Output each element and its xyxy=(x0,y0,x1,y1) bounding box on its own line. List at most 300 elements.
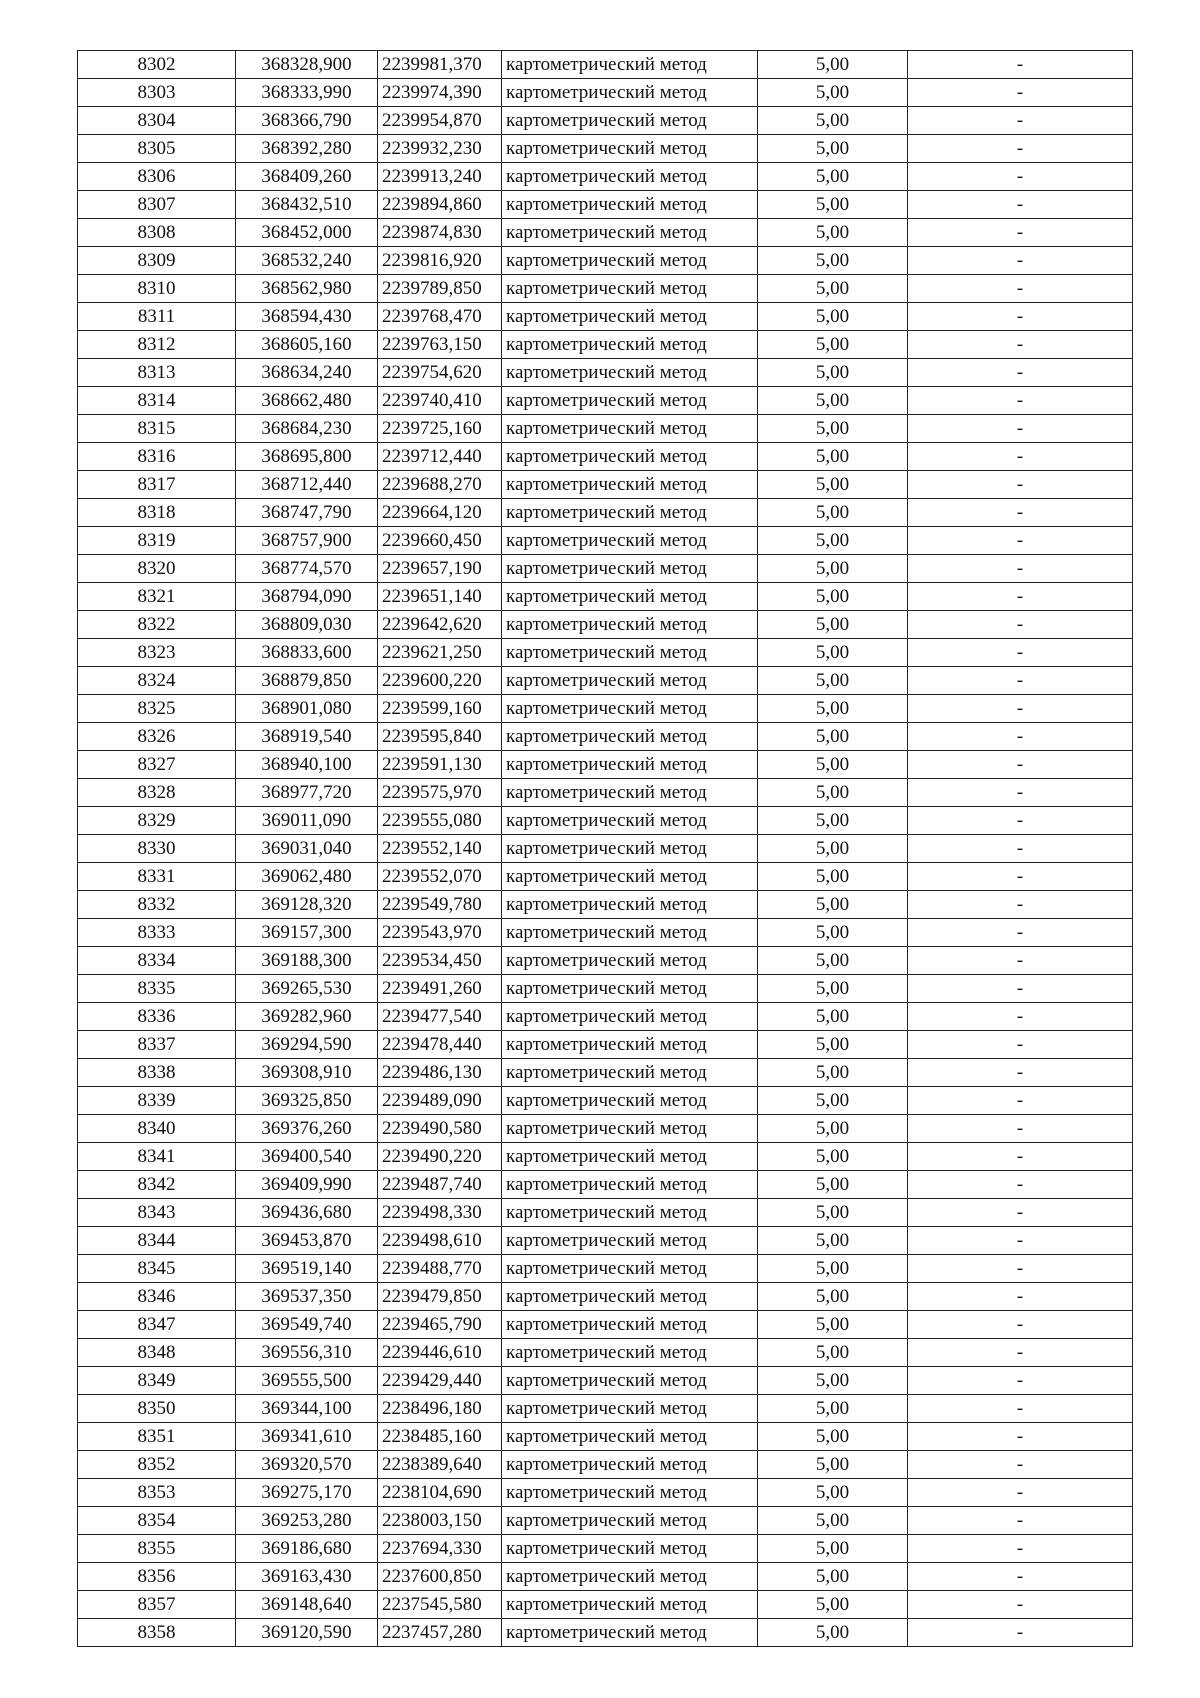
note-cell: - xyxy=(908,191,1133,219)
table-row xyxy=(78,1115,1133,1143)
method-cell: картометрический метод xyxy=(502,387,758,415)
table-row xyxy=(78,919,1133,947)
point-number-cell: 8307 xyxy=(78,191,236,219)
note-cell: - xyxy=(908,471,1133,499)
method-cell: картометрический метод xyxy=(502,1395,758,1423)
method-cell: картометрический метод xyxy=(502,1115,758,1143)
y-coordinate-cell: 2239768,470 xyxy=(378,303,502,331)
y-coordinate-cell: 2239490,220 xyxy=(378,1143,502,1171)
y-coordinate-cell: 2239932,230 xyxy=(378,135,502,163)
x-coordinate-cell: 369320,570 xyxy=(236,1451,378,1479)
method-cell: картометрический метод xyxy=(502,667,758,695)
x-coordinate-cell: 368879,850 xyxy=(236,667,378,695)
x-coordinate-cell: 368833,600 xyxy=(236,639,378,667)
table-row xyxy=(78,583,1133,611)
y-coordinate-cell: 2239657,190 xyxy=(378,555,502,583)
note-cell: - xyxy=(908,807,1133,835)
x-coordinate-cell: 368919,540 xyxy=(236,723,378,751)
note-cell: - xyxy=(908,275,1133,303)
x-coordinate-cell: 368662,480 xyxy=(236,387,378,415)
x-coordinate-cell: 368901,080 xyxy=(236,695,378,723)
method-cell: картометрический метод xyxy=(502,1143,758,1171)
point-number-cell: 8328 xyxy=(78,779,236,807)
method-cell: картометрический метод xyxy=(502,1255,758,1283)
y-coordinate-cell: 2239600,220 xyxy=(378,667,502,695)
table-row xyxy=(78,1423,1133,1451)
table-row xyxy=(78,471,1133,499)
x-coordinate-cell: 368977,720 xyxy=(236,779,378,807)
point-number-cell: 8348 xyxy=(78,1339,236,1367)
accuracy-cell: 5,00 xyxy=(758,303,908,331)
point-number-cell: 8355 xyxy=(78,1535,236,1563)
point-number-cell: 8331 xyxy=(78,863,236,891)
y-coordinate-cell: 2239498,330 xyxy=(378,1199,502,1227)
point-number-cell: 8341 xyxy=(78,1143,236,1171)
table-row xyxy=(78,555,1133,583)
point-number-cell: 8304 xyxy=(78,107,236,135)
accuracy-cell: 5,00 xyxy=(758,751,908,779)
table-row xyxy=(78,387,1133,415)
y-coordinate-cell: 2239552,140 xyxy=(378,835,502,863)
accuracy-cell: 5,00 xyxy=(758,807,908,835)
y-coordinate-cell: 2239591,130 xyxy=(378,751,502,779)
accuracy-cell: 5,00 xyxy=(758,555,908,583)
method-cell: картометрический метод xyxy=(502,835,758,863)
y-coordinate-cell: 2239575,970 xyxy=(378,779,502,807)
note-cell: - xyxy=(908,1087,1133,1115)
point-number-cell: 8357 xyxy=(78,1591,236,1619)
method-cell: картометрический метод xyxy=(502,135,758,163)
accuracy-cell: 5,00 xyxy=(758,107,908,135)
point-number-cell: 8356 xyxy=(78,1563,236,1591)
x-coordinate-cell: 369011,090 xyxy=(236,807,378,835)
method-cell: картометрический метод xyxy=(502,219,758,247)
method-cell: картометрический метод xyxy=(502,1479,758,1507)
x-coordinate-cell: 368940,100 xyxy=(236,751,378,779)
note-cell: - xyxy=(908,1591,1133,1619)
y-coordinate-cell: 2238389,640 xyxy=(378,1451,502,1479)
table-row xyxy=(78,1283,1133,1311)
method-cell: картометрический метод xyxy=(502,1591,758,1619)
note-cell: - xyxy=(908,79,1133,107)
method-cell: картометрический метод xyxy=(502,79,758,107)
table-row xyxy=(78,331,1133,359)
table-row xyxy=(78,247,1133,275)
method-cell: картометрический метод xyxy=(502,443,758,471)
y-coordinate-cell: 2239642,620 xyxy=(378,611,502,639)
note-cell: - xyxy=(908,1171,1133,1199)
method-cell: картометрический метод xyxy=(502,723,758,751)
note-cell: - xyxy=(908,303,1133,331)
method-cell: картометрический метод xyxy=(502,1563,758,1591)
accuracy-cell: 5,00 xyxy=(758,1535,908,1563)
x-coordinate-cell: 368562,980 xyxy=(236,275,378,303)
point-number-cell: 8334 xyxy=(78,947,236,975)
table-row xyxy=(78,891,1133,919)
x-coordinate-cell: 368794,090 xyxy=(236,583,378,611)
x-coordinate-cell: 369556,310 xyxy=(236,1339,378,1367)
accuracy-cell: 5,00 xyxy=(758,1087,908,1115)
note-cell: - xyxy=(908,1283,1133,1311)
accuracy-cell: 5,00 xyxy=(758,527,908,555)
table-row xyxy=(78,1255,1133,1283)
method-cell: картометрический метод xyxy=(502,807,758,835)
accuracy-cell: 5,00 xyxy=(758,1563,908,1591)
accuracy-cell: 5,00 xyxy=(758,779,908,807)
y-coordinate-cell: 2237545,580 xyxy=(378,1591,502,1619)
y-coordinate-cell: 2239725,160 xyxy=(378,415,502,443)
method-cell: картометрический метод xyxy=(502,1535,758,1563)
table-row xyxy=(78,1227,1133,1255)
method-cell: картометрический метод xyxy=(502,1507,758,1535)
x-coordinate-cell: 368366,790 xyxy=(236,107,378,135)
note-cell: - xyxy=(908,1115,1133,1143)
method-cell: картометрический метод xyxy=(502,863,758,891)
accuracy-cell: 5,00 xyxy=(758,51,908,79)
x-coordinate-cell: 368392,280 xyxy=(236,135,378,163)
x-coordinate-cell: 368684,230 xyxy=(236,415,378,443)
accuracy-cell: 5,00 xyxy=(758,1115,908,1143)
point-number-cell: 8306 xyxy=(78,163,236,191)
y-coordinate-cell: 2239543,970 xyxy=(378,919,502,947)
note-cell: - xyxy=(908,975,1133,1003)
note-cell: - xyxy=(908,499,1133,527)
accuracy-cell: 5,00 xyxy=(758,1059,908,1087)
point-number-cell: 8343 xyxy=(78,1199,236,1227)
note-cell: - xyxy=(908,527,1133,555)
point-number-cell: 8353 xyxy=(78,1479,236,1507)
x-coordinate-cell: 369549,740 xyxy=(236,1311,378,1339)
table-row xyxy=(78,415,1133,443)
x-coordinate-cell: 368809,030 xyxy=(236,611,378,639)
note-cell: - xyxy=(908,695,1133,723)
accuracy-cell: 5,00 xyxy=(758,387,908,415)
x-coordinate-cell: 369409,990 xyxy=(236,1171,378,1199)
x-coordinate-cell: 369062,480 xyxy=(236,863,378,891)
x-coordinate-cell: 369282,960 xyxy=(236,1003,378,1031)
y-coordinate-cell: 2239621,250 xyxy=(378,639,502,667)
y-coordinate-cell: 2237694,330 xyxy=(378,1535,502,1563)
note-cell: - xyxy=(908,1059,1133,1087)
method-cell: картометрический метод xyxy=(502,1059,758,1087)
y-coordinate-cell: 2239490,580 xyxy=(378,1115,502,1143)
y-coordinate-cell: 2239954,870 xyxy=(378,107,502,135)
x-coordinate-cell: 368532,240 xyxy=(236,247,378,275)
y-coordinate-cell: 2239479,850 xyxy=(378,1283,502,1311)
table-row xyxy=(78,1367,1133,1395)
point-number-cell: 8325 xyxy=(78,695,236,723)
table-row xyxy=(78,975,1133,1003)
table-row xyxy=(78,1563,1133,1591)
point-number-cell: 8315 xyxy=(78,415,236,443)
method-cell: картометрический метод xyxy=(502,1367,758,1395)
point-number-cell: 8310 xyxy=(78,275,236,303)
x-coordinate-cell: 369157,300 xyxy=(236,919,378,947)
y-coordinate-cell: 2237457,280 xyxy=(378,1619,502,1647)
point-number-cell: 8323 xyxy=(78,639,236,667)
x-coordinate-cell: 368432,510 xyxy=(236,191,378,219)
y-coordinate-cell: 2239763,150 xyxy=(378,331,502,359)
method-cell: картометрический метод xyxy=(502,583,758,611)
accuracy-cell: 5,00 xyxy=(758,611,908,639)
accuracy-cell: 5,00 xyxy=(758,331,908,359)
x-coordinate-cell: 369436,680 xyxy=(236,1199,378,1227)
method-cell: картометрический метод xyxy=(502,1171,758,1199)
note-cell: - xyxy=(908,1479,1133,1507)
point-number-cell: 8332 xyxy=(78,891,236,919)
note-cell: - xyxy=(908,443,1133,471)
point-number-cell: 8302 xyxy=(78,51,236,79)
point-number-cell: 8308 xyxy=(78,219,236,247)
accuracy-cell: 5,00 xyxy=(758,975,908,1003)
y-coordinate-cell: 2239534,450 xyxy=(378,947,502,975)
note-cell: - xyxy=(908,1227,1133,1255)
point-number-cell: 8311 xyxy=(78,303,236,331)
note-cell: - xyxy=(908,1339,1133,1367)
point-number-cell: 8322 xyxy=(78,611,236,639)
accuracy-cell: 5,00 xyxy=(758,1339,908,1367)
method-cell: картометрический метод xyxy=(502,611,758,639)
point-number-cell: 8350 xyxy=(78,1395,236,1423)
method-cell: картометрический метод xyxy=(502,1311,758,1339)
x-coordinate-cell: 369186,680 xyxy=(236,1535,378,1563)
note-cell: - xyxy=(908,863,1133,891)
method-cell: картометрический метод xyxy=(502,779,758,807)
y-coordinate-cell: 2239465,790 xyxy=(378,1311,502,1339)
point-number-cell: 8358 xyxy=(78,1619,236,1647)
point-number-cell: 8312 xyxy=(78,331,236,359)
table-row xyxy=(78,667,1133,695)
note-cell: - xyxy=(908,1451,1133,1479)
table-row xyxy=(78,79,1133,107)
method-cell: картометрический метод xyxy=(502,527,758,555)
point-number-cell: 8313 xyxy=(78,359,236,387)
method-cell: картометрический метод xyxy=(502,275,758,303)
method-cell: картометрический метод xyxy=(502,1283,758,1311)
y-coordinate-cell: 2238003,150 xyxy=(378,1507,502,1535)
table-row xyxy=(78,1395,1133,1423)
x-coordinate-cell: 368605,160 xyxy=(236,331,378,359)
x-coordinate-cell: 368328,900 xyxy=(236,51,378,79)
y-coordinate-cell: 2239478,440 xyxy=(378,1031,502,1059)
table-row xyxy=(78,499,1133,527)
accuracy-cell: 5,00 xyxy=(758,1479,908,1507)
accuracy-cell: 5,00 xyxy=(758,639,908,667)
table-row xyxy=(78,1451,1133,1479)
x-coordinate-cell: 368695,800 xyxy=(236,443,378,471)
method-cell: картометрический метод xyxy=(502,891,758,919)
x-coordinate-cell: 369128,320 xyxy=(236,891,378,919)
y-coordinate-cell: 2238104,690 xyxy=(378,1479,502,1507)
point-number-cell: 8346 xyxy=(78,1283,236,1311)
table-row xyxy=(78,863,1133,891)
y-coordinate-cell: 2239651,140 xyxy=(378,583,502,611)
accuracy-cell: 5,00 xyxy=(758,1423,908,1451)
y-coordinate-cell: 2239491,260 xyxy=(378,975,502,1003)
point-number-cell: 8344 xyxy=(78,1227,236,1255)
accuracy-cell: 5,00 xyxy=(758,499,908,527)
accuracy-cell: 5,00 xyxy=(758,1451,908,1479)
x-coordinate-cell: 369120,590 xyxy=(236,1619,378,1647)
y-coordinate-cell: 2237600,850 xyxy=(378,1563,502,1591)
x-coordinate-cell: 369163,430 xyxy=(236,1563,378,1591)
point-number-cell: 8314 xyxy=(78,387,236,415)
table-row xyxy=(78,1591,1133,1619)
y-coordinate-cell: 2238485,160 xyxy=(378,1423,502,1451)
note-cell: - xyxy=(908,1507,1133,1535)
method-cell: картометрический метод xyxy=(502,51,758,79)
note-cell: - xyxy=(908,1423,1133,1451)
x-coordinate-cell: 369294,590 xyxy=(236,1031,378,1059)
point-number-cell: 8337 xyxy=(78,1031,236,1059)
x-coordinate-cell: 369376,260 xyxy=(236,1115,378,1143)
table-row xyxy=(78,1087,1133,1115)
x-coordinate-cell: 368333,990 xyxy=(236,79,378,107)
table-row xyxy=(78,303,1133,331)
table-row xyxy=(78,219,1133,247)
y-coordinate-cell: 2239789,850 xyxy=(378,275,502,303)
y-coordinate-cell: 2239446,610 xyxy=(378,1339,502,1367)
point-number-cell: 8303 xyxy=(78,79,236,107)
y-coordinate-cell: 2239913,240 xyxy=(378,163,502,191)
accuracy-cell: 5,00 xyxy=(758,1283,908,1311)
method-cell: картометрический метод xyxy=(502,1451,758,1479)
y-coordinate-cell: 2239489,090 xyxy=(378,1087,502,1115)
point-number-cell: 8329 xyxy=(78,807,236,835)
accuracy-cell: 5,00 xyxy=(758,667,908,695)
table-row xyxy=(78,1311,1133,1339)
point-number-cell: 8336 xyxy=(78,1003,236,1031)
table-row xyxy=(78,443,1133,471)
note-cell: - xyxy=(908,1199,1133,1227)
x-coordinate-cell: 369325,850 xyxy=(236,1087,378,1115)
method-cell: картометрический метод xyxy=(502,359,758,387)
table-row xyxy=(78,751,1133,779)
note-cell: - xyxy=(908,667,1133,695)
point-number-cell: 8327 xyxy=(78,751,236,779)
y-coordinate-cell: 2239549,780 xyxy=(378,891,502,919)
point-number-cell: 8309 xyxy=(78,247,236,275)
accuracy-cell: 5,00 xyxy=(758,583,908,611)
x-coordinate-cell: 369031,040 xyxy=(236,835,378,863)
note-cell: - xyxy=(908,1367,1133,1395)
point-number-cell: 8321 xyxy=(78,583,236,611)
point-number-cell: 8320 xyxy=(78,555,236,583)
y-coordinate-cell: 2239660,450 xyxy=(378,527,502,555)
x-coordinate-cell: 368774,570 xyxy=(236,555,378,583)
y-coordinate-cell: 2239477,540 xyxy=(378,1003,502,1031)
note-cell: - xyxy=(908,947,1133,975)
method-cell: картометрический метод xyxy=(502,947,758,975)
y-coordinate-cell: 2239599,160 xyxy=(378,695,502,723)
note-cell: - xyxy=(908,555,1133,583)
method-cell: картометрический метод xyxy=(502,975,758,1003)
note-cell: - xyxy=(908,1563,1133,1591)
method-cell: картометрический метод xyxy=(502,331,758,359)
x-coordinate-cell: 369400,540 xyxy=(236,1143,378,1171)
point-number-cell: 8340 xyxy=(78,1115,236,1143)
note-cell: - xyxy=(908,611,1133,639)
method-cell: картометрический метод xyxy=(502,247,758,275)
x-coordinate-cell: 368594,430 xyxy=(236,303,378,331)
note-cell: - xyxy=(908,331,1133,359)
note-cell: - xyxy=(908,163,1133,191)
y-coordinate-cell: 2239664,120 xyxy=(378,499,502,527)
note-cell: - xyxy=(908,1311,1133,1339)
method-cell: картометрический метод xyxy=(502,1199,758,1227)
note-cell: - xyxy=(908,639,1133,667)
table-row xyxy=(78,1171,1133,1199)
point-number-cell: 8347 xyxy=(78,1311,236,1339)
x-coordinate-cell: 368757,900 xyxy=(236,527,378,555)
y-coordinate-cell: 2239429,440 xyxy=(378,1367,502,1395)
x-coordinate-cell: 369253,280 xyxy=(236,1507,378,1535)
table-row xyxy=(78,1479,1133,1507)
method-cell: картометрический метод xyxy=(502,695,758,723)
note-cell: - xyxy=(908,779,1133,807)
accuracy-cell: 5,00 xyxy=(758,1591,908,1619)
accuracy-cell: 5,00 xyxy=(758,1507,908,1535)
method-cell: картометрический метод xyxy=(502,163,758,191)
y-coordinate-cell: 2239874,830 xyxy=(378,219,502,247)
point-number-cell: 8352 xyxy=(78,1451,236,1479)
method-cell: картометрический метод xyxy=(502,107,758,135)
accuracy-cell: 5,00 xyxy=(758,219,908,247)
accuracy-cell: 5,00 xyxy=(758,163,908,191)
table-row xyxy=(78,1031,1133,1059)
point-number-cell: 8330 xyxy=(78,835,236,863)
method-cell: картометрический метод xyxy=(502,639,758,667)
method-cell: картометрический метод xyxy=(502,1227,758,1255)
method-cell: картометрический метод xyxy=(502,751,758,779)
x-coordinate-cell: 368409,260 xyxy=(236,163,378,191)
method-cell: картометрический метод xyxy=(502,555,758,583)
point-number-cell: 8349 xyxy=(78,1367,236,1395)
point-number-cell: 8316 xyxy=(78,443,236,471)
point-number-cell: 8317 xyxy=(78,471,236,499)
accuracy-cell: 5,00 xyxy=(758,1003,908,1031)
y-coordinate-cell: 2239740,410 xyxy=(378,387,502,415)
note-cell: - xyxy=(908,387,1133,415)
note-cell: - xyxy=(908,919,1133,947)
accuracy-cell: 5,00 xyxy=(758,443,908,471)
point-number-cell: 8324 xyxy=(78,667,236,695)
accuracy-cell: 5,00 xyxy=(758,1171,908,1199)
table-row xyxy=(78,1003,1133,1031)
y-coordinate-cell: 2239498,610 xyxy=(378,1227,502,1255)
point-number-cell: 8342 xyxy=(78,1171,236,1199)
y-coordinate-cell: 2239712,440 xyxy=(378,443,502,471)
accuracy-cell: 5,00 xyxy=(758,275,908,303)
y-coordinate-cell: 2239754,620 xyxy=(378,359,502,387)
accuracy-cell: 5,00 xyxy=(758,247,908,275)
point-number-cell: 8338 xyxy=(78,1059,236,1087)
x-coordinate-cell: 369344,100 xyxy=(236,1395,378,1423)
note-cell: - xyxy=(908,1143,1133,1171)
y-coordinate-cell: 2239816,920 xyxy=(378,247,502,275)
table-row xyxy=(78,695,1133,723)
x-coordinate-cell: 368452,000 xyxy=(236,219,378,247)
note-cell: - xyxy=(908,219,1133,247)
y-coordinate-cell: 2239981,370 xyxy=(378,51,502,79)
table-row xyxy=(78,639,1133,667)
note-cell: - xyxy=(908,583,1133,611)
method-cell: картометрический метод xyxy=(502,499,758,527)
method-cell: картометрический метод xyxy=(502,1087,758,1115)
y-coordinate-cell: 2239894,860 xyxy=(378,191,502,219)
method-cell: картометрический метод xyxy=(502,191,758,219)
note-cell: - xyxy=(908,1395,1133,1423)
